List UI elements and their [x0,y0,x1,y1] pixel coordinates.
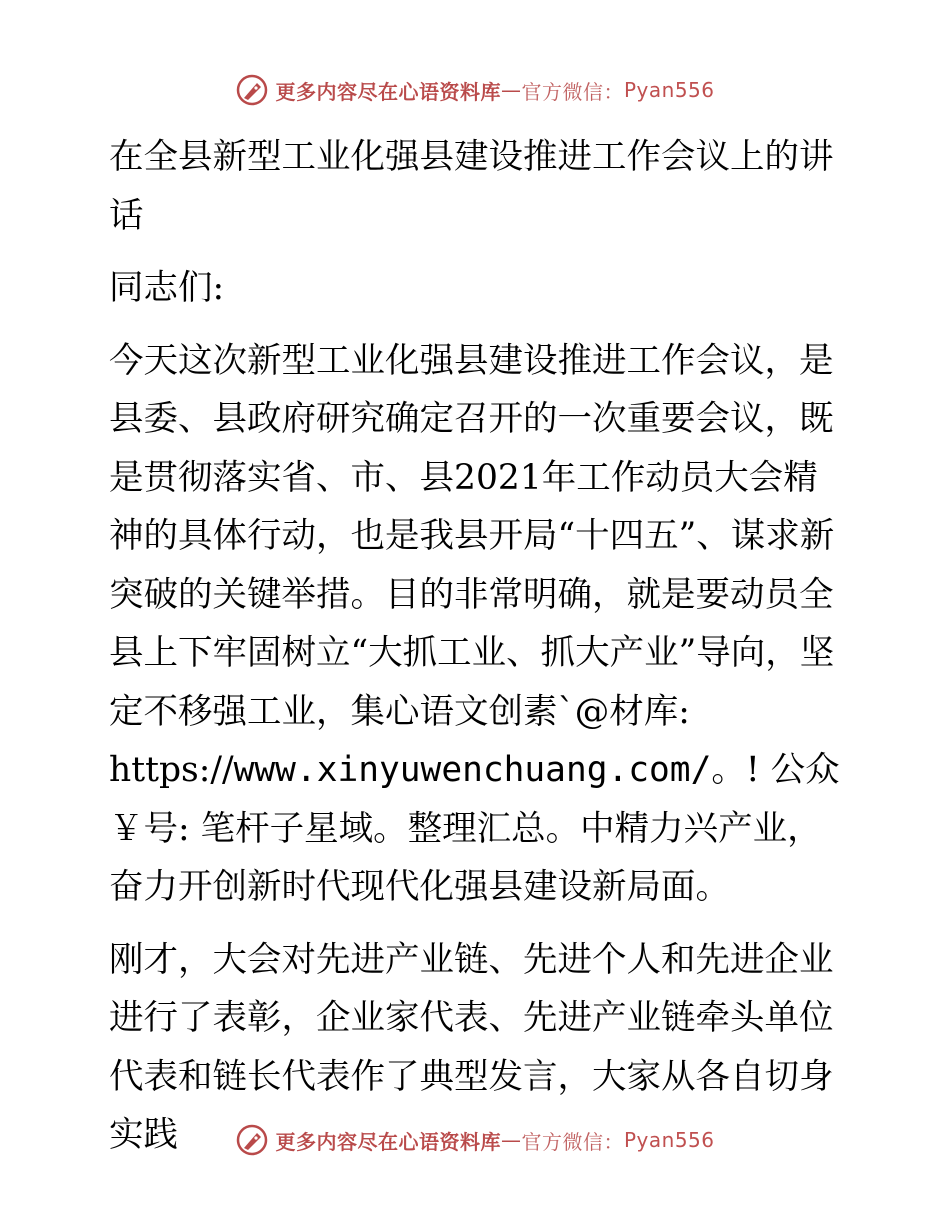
watermark-main-text: 更多内容尽在心语资料库 [275,1129,501,1154]
header-watermark [0,70,950,110]
paragraph-1 [97,332,849,917]
pen-nib-logo-icon [235,1123,269,1157]
watermark-official-label: 官方微信： [521,1129,624,1154]
footer-watermark [0,1120,950,1160]
watermark-main-text: 更多内容尽在心语资料库 [275,79,501,104]
document-title: 在全县新型工业化强县建设推进工作会议上的讲话 [109,137,834,236]
watermark-dash: — [500,1128,522,1152]
pen-nib-logo-icon [235,73,269,107]
paragraph-2: 刚才，大会对先进产业链、先进个人和先进企业进行了表彰，企业家代表、先进产业链牵头单位代表和链长代表作了典型发言，大家从各自切身实践 [109,939,834,1155]
watermark-official-label: 官方微信： [521,79,624,104]
document-body [97,128,849,1179]
paragraph-1-text-cont: 。! 公众￥号: 笔杆子星域。整理汇总。中精力兴产业，奋力开创新时代现代化强县建设新局面。 [109,750,840,907]
paragraph-1-url: www.xinyuwenchuang.com/ [233,750,712,790]
watermark-wechat-id: Pyan556 [623,78,715,102]
watermark-wechat-id: Pyan556 [623,1128,715,1152]
paragraph-1-text: 今天这次新型工业化强县建设推进工作会议，是县委、县政府研究确定召开的一次重要会议，既是贯彻落实省、市、县2021年工作动员大会精神的具体行动，也是我县开局“十四五”、谋求新突破的关键举措。目的非常明确，就是要动员全县上下牢固树立“大抓工业、抓大产业”导向，坚定不移强工业，集心语文创素`@材库: https:// [109,340,835,790]
watermark-dash: — [500,78,522,102]
greeting: 同志们: [109,268,225,308]
